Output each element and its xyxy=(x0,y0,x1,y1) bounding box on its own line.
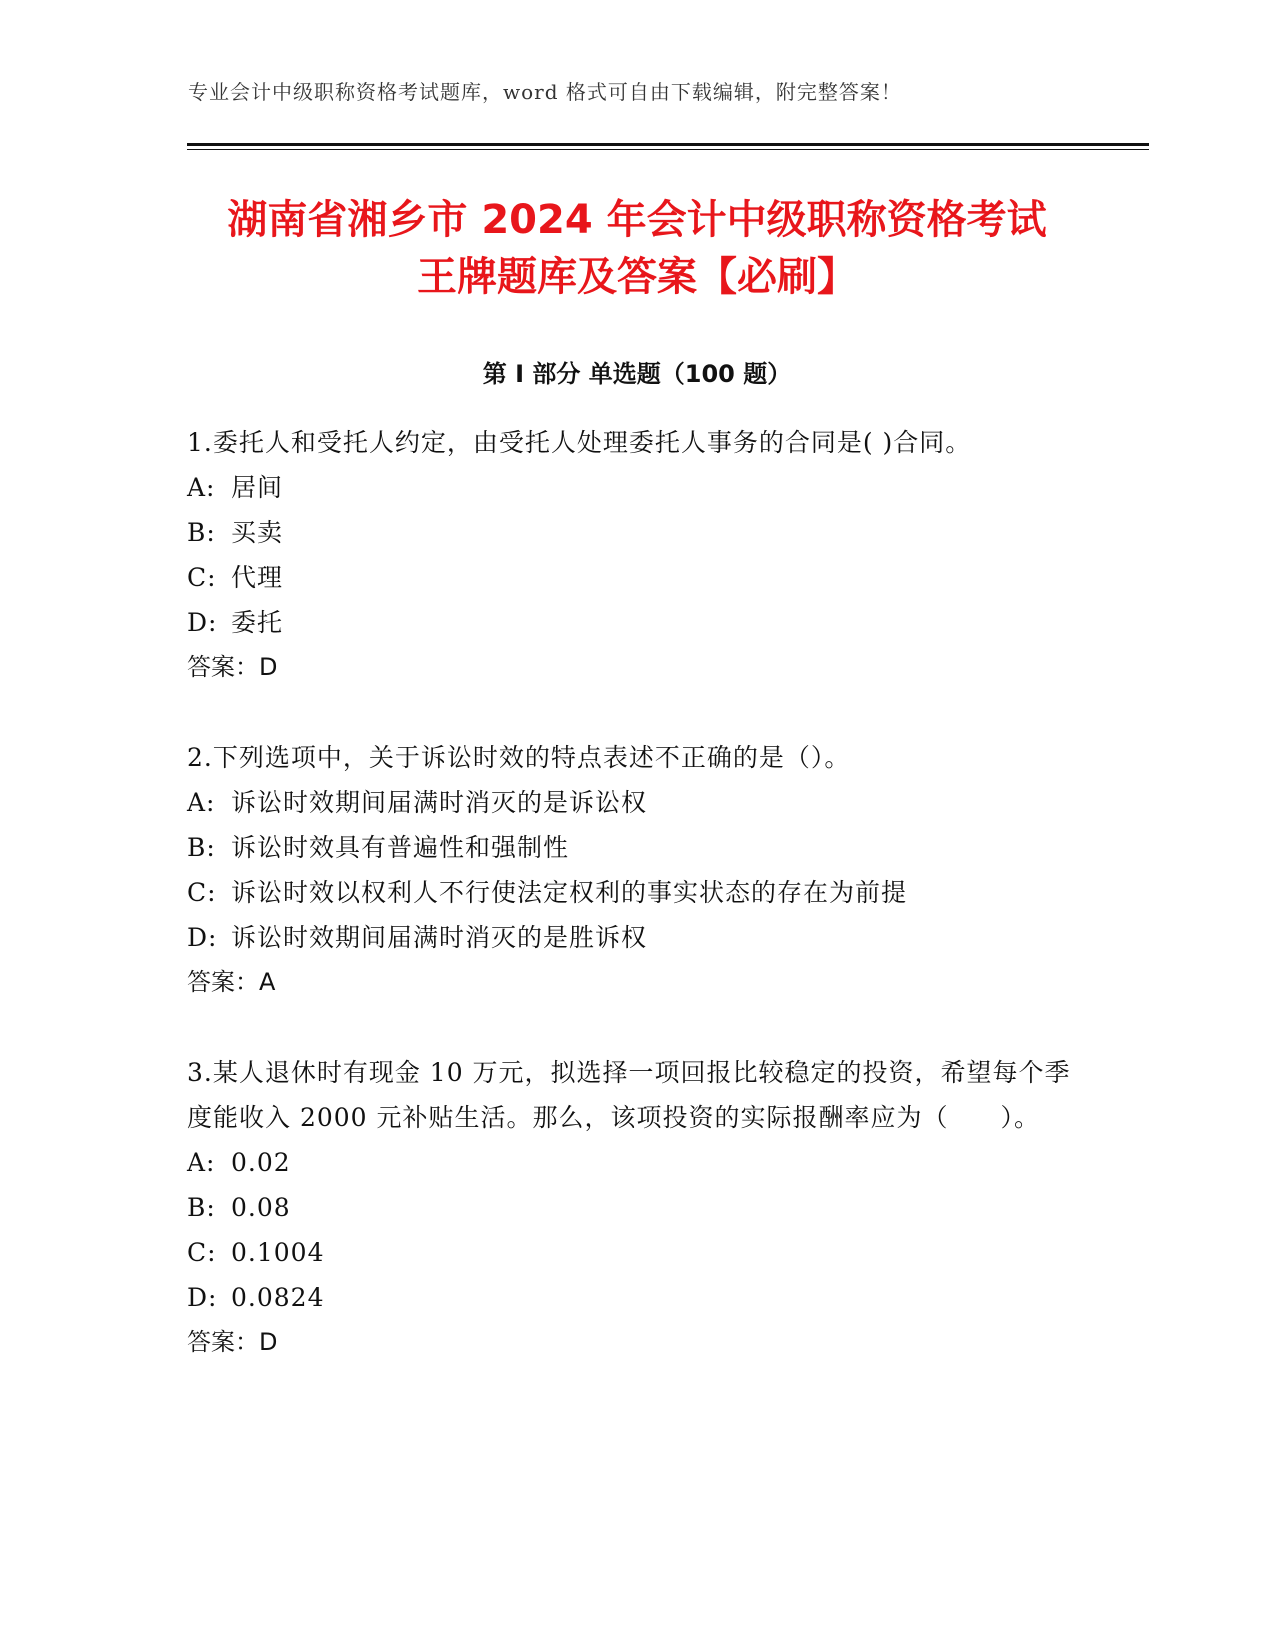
document-title-line-2: 王牌题库及答案【必刷】 xyxy=(417,254,857,300)
option-c xyxy=(187,555,1087,600)
section-heading: 第 I 部分 单选题（100 题） xyxy=(482,360,792,388)
option-text: 诉讼时效期间届满时消灭的是诉讼权 xyxy=(231,788,648,817)
question-stem: 2.下列选项中，关于诉讼时效的特点表述不正确的是（）。 xyxy=(187,743,851,772)
option-text: 0.08 xyxy=(231,1193,291,1222)
option-text: 诉讼时效以权利人不行使法定权利的事实状态的存在为前提 xyxy=(231,878,908,907)
option-letter: B: xyxy=(187,518,216,547)
option-letter: C: xyxy=(187,563,217,592)
option-letter: A: xyxy=(187,788,216,817)
question-3 xyxy=(187,1050,1087,1365)
document-title xyxy=(187,192,1087,306)
option-a xyxy=(187,1140,1087,1185)
question-1 xyxy=(187,420,1087,690)
option-text: 买卖 xyxy=(231,518,284,547)
header-divider-thin xyxy=(187,149,1149,150)
question-2 xyxy=(187,735,1087,1005)
option-letter: D: xyxy=(187,608,218,637)
option-letter: A: xyxy=(187,473,216,502)
option-text: 0.1004 xyxy=(231,1238,325,1267)
header-note: 专业会计中级职称资格考试题库，word 格式可自由下载编辑，附完整答案！ xyxy=(188,80,902,104)
document-title-line-1: 湖南省湘乡市 2024 年会计中级职称资格考试 xyxy=(227,197,1047,243)
option-a xyxy=(187,465,1087,510)
option-text: 诉讼时效具有普遍性和强制性 xyxy=(231,833,570,862)
option-b xyxy=(187,510,1087,555)
question-stem: 3.某人退休时有现金 10 万元，拟选择一项回报比较稳定的投资，希望每个季度能收入 2000 元补贴生活。那么，该项投资的实际报酬率应为（ ）。 xyxy=(187,1058,1071,1132)
option-d xyxy=(187,1275,1087,1320)
option-c xyxy=(187,1230,1087,1275)
answer-line: 答案：D xyxy=(187,1328,278,1356)
option-text: 居间 xyxy=(231,473,284,502)
option-b xyxy=(187,1185,1087,1230)
answer-line: 答案：D xyxy=(187,653,278,681)
option-letter: C: xyxy=(187,1238,217,1267)
option-c xyxy=(187,870,1087,915)
option-a xyxy=(187,780,1087,825)
option-text: 委托 xyxy=(231,608,284,637)
option-letter: D: xyxy=(187,923,218,952)
option-text: 代理 xyxy=(231,563,284,592)
option-text: 诉讼时效期间届满时消灭的是胜诉权 xyxy=(231,923,648,952)
option-text: 0.0824 xyxy=(231,1283,325,1312)
option-letter: B: xyxy=(187,1193,216,1222)
answer-line: 答案：A xyxy=(187,968,276,996)
option-b xyxy=(187,825,1087,870)
option-letter: B: xyxy=(187,833,216,862)
option-text: 0.02 xyxy=(231,1148,291,1177)
option-d xyxy=(187,915,1087,960)
option-letter: D: xyxy=(187,1283,218,1312)
question-stem: 1.委托人和受托人约定，由受托人处理委托人事务的合同是( )合同。 xyxy=(187,428,972,457)
option-letter: C: xyxy=(187,878,217,907)
header-divider-thick xyxy=(187,143,1149,146)
option-d xyxy=(187,600,1087,645)
option-letter: A: xyxy=(187,1148,216,1177)
